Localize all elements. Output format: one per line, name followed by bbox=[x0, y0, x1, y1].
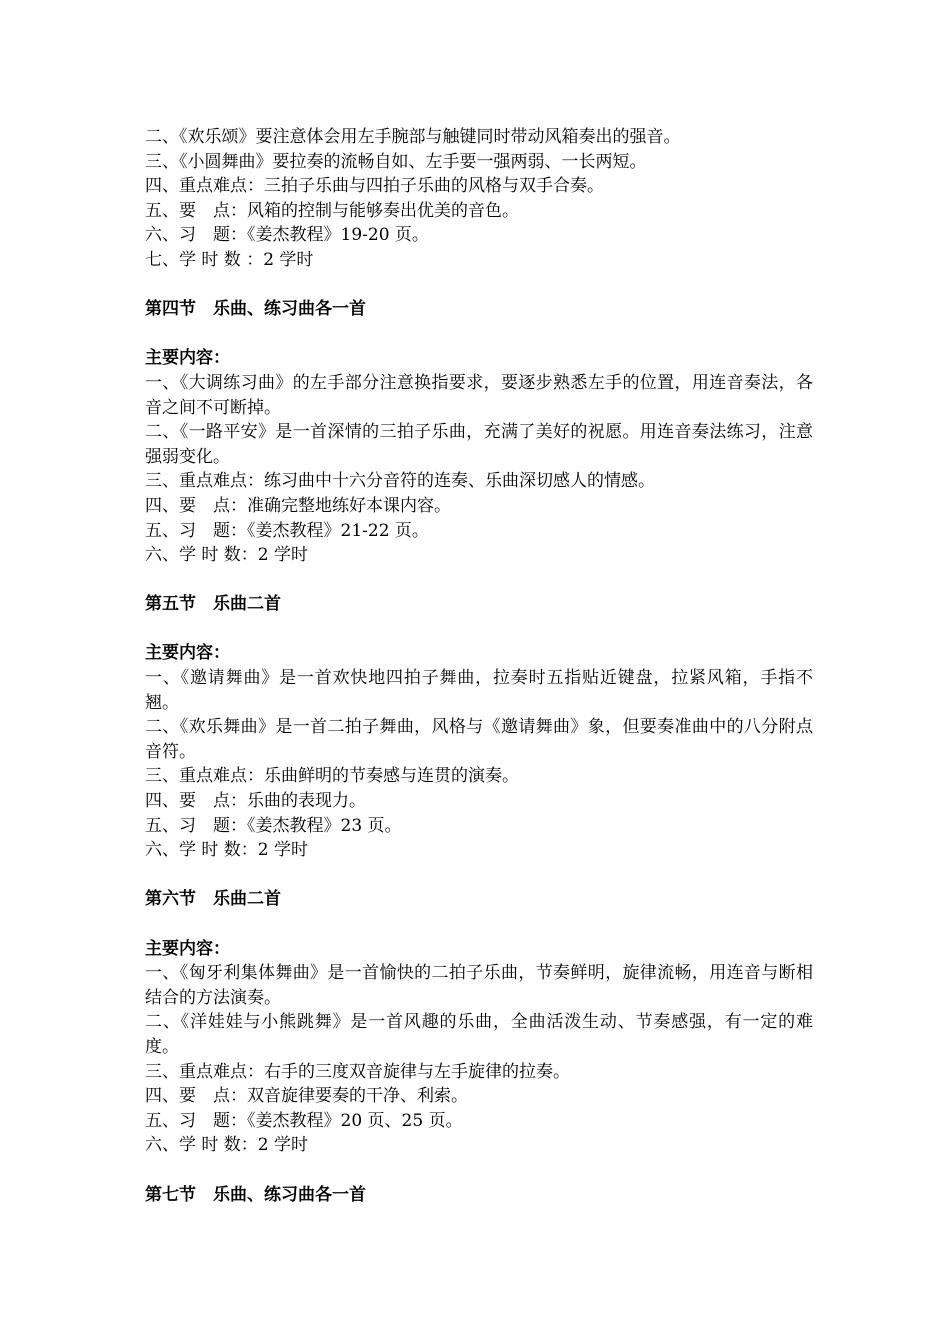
intro-item: 四、重点难点：三拍子乐曲与四拍子乐曲的风格与双手合奏。 bbox=[145, 176, 604, 197]
intro-item: 三、《小圆舞曲》要拉奏的流畅自如、左手要一强两弱、一长两短。 bbox=[145, 151, 647, 172]
section-subtitle: 主要内容： bbox=[145, 643, 230, 664]
section-item: 一、《邀请舞曲》是一首欢快地四拍子舞曲，拉奏时五指贴近键盘，拉紧风箱，手指不翘。 bbox=[145, 668, 813, 713]
section-item: 一、《大调练习曲》的左手部分注意换指要求，要逐步熟悉左手的位置，用连音奏法，各音之间不可断掉。 bbox=[145, 372, 813, 418]
section-subtitle: 主要内容： bbox=[145, 938, 230, 959]
spacer bbox=[145, 912, 813, 937]
section-item: 一、《匈牙利集体舞曲》是一首愉快的二拍子乐曲，节奏鲜明，旋律流畅，用连音与断相结合的方法演奏。 bbox=[145, 963, 813, 1008]
section-item: 二、《洋娃娃与小熊跳舞》是一首风趣的乐曲，全曲活泼生动、节奏感强，有一定的难度。 bbox=[145, 1012, 813, 1057]
spacer bbox=[145, 568, 813, 593]
section-item: 三、重点难点：练习曲中十六分音符的连奏、乐曲深切感人的情感。 bbox=[145, 471, 655, 492]
section-item: 五、习 题：《姜杰教程》20 页、25 页。 bbox=[145, 1110, 463, 1131]
section-item: 六、学 时 数：2 学时 bbox=[145, 1135, 309, 1156]
intro-item: 七、学 时 数 ：2 学时 bbox=[145, 249, 314, 270]
section-subtitle: 主要内容： bbox=[145, 348, 230, 369]
section-item: 六、学 时 数：2 学时 bbox=[145, 840, 309, 861]
spacer bbox=[145, 617, 813, 642]
section-item: 二、《欢乐舞曲》是一首二拍子舞曲，风格与《邀请舞曲》象，但要奏准曲中的八分附点音符。 bbox=[145, 717, 813, 762]
spacer bbox=[145, 1158, 813, 1183]
spacer bbox=[145, 273, 813, 298]
spacer bbox=[145, 322, 813, 347]
intro-item: 六、习 题：《姜杰教程》19-20 页。 bbox=[145, 225, 429, 246]
section-item: 四、要 点：准确完整地练好本课内容。 bbox=[145, 495, 451, 516]
section-item: 五、习 题：《姜杰教程》21-22 页。 bbox=[145, 520, 429, 541]
document-body bbox=[145, 125, 813, 1207]
section-item: 四、要 点：双音旋律要奏的干净、利索。 bbox=[145, 1086, 468, 1107]
section-title: 第六节 乐曲二首 bbox=[145, 889, 281, 910]
section-item: 五、习 题：《姜杰教程》23 页。 bbox=[145, 815, 402, 836]
section-title: 第七节 乐曲、练习曲各一首 bbox=[145, 1184, 366, 1205]
section-item: 四、要 点：乐曲的表现力。 bbox=[145, 791, 366, 812]
section-item: 三、重点难点：乐曲鲜明的节奏感与连贯的演奏。 bbox=[145, 766, 519, 787]
section-title: 第四节 乐曲、练习曲各一首 bbox=[145, 299, 366, 320]
section-item: 六、学 时 数：2 学时 bbox=[145, 545, 309, 566]
intro-item: 二、《欢乐颂》要注意体会用左手腕部与触键同时带动风箱奏出的强音。 bbox=[145, 127, 681, 147]
section-title: 第五节 乐曲二首 bbox=[145, 594, 281, 615]
intro-item: 五、要 点：风箱的控制与能够奏出优美的音色。 bbox=[145, 200, 519, 221]
section-item: 三、重点难点：右手的三度双音旋律与左手旋律的拉奏。 bbox=[145, 1061, 570, 1082]
section-item: 二、《一路平安》是一首深情的三拍子乐曲，充满了美好的祝愿。用连音奏法练习，注意强弱变化。 bbox=[145, 422, 813, 467]
spacer bbox=[145, 863, 813, 888]
